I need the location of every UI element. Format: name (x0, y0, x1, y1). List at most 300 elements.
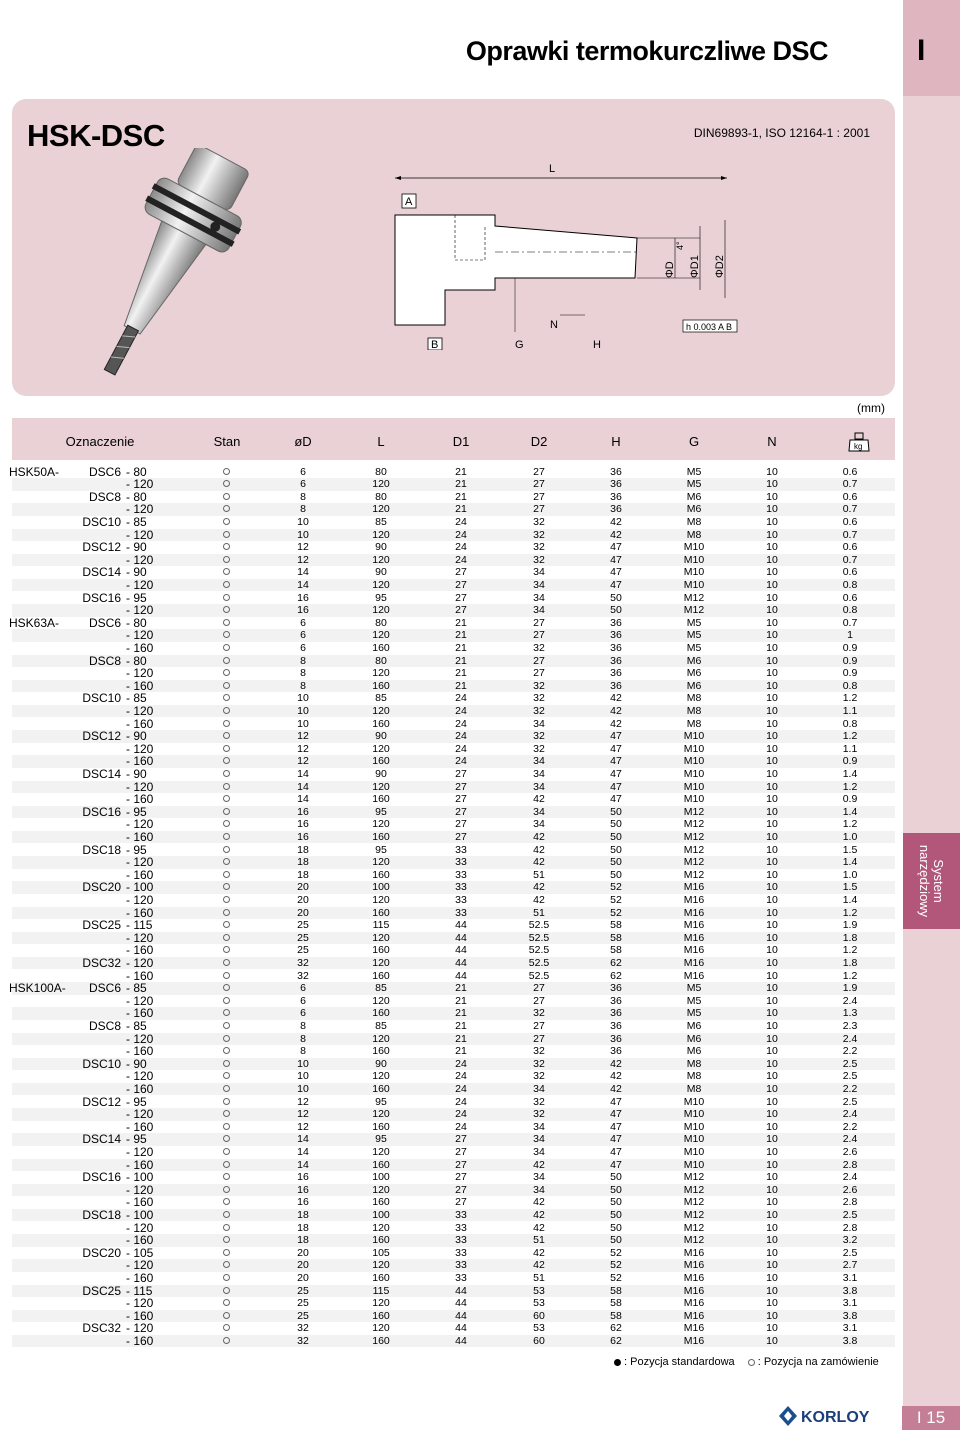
order-ring-icon (223, 468, 230, 475)
value-cell: 120 (372, 667, 390, 680)
series-cell: DSC12 (82, 729, 121, 744)
value-cell: 10 (766, 881, 778, 894)
table-row (12, 503, 895, 516)
value-cell: 10 (297, 528, 309, 541)
value-cell: 42 (533, 856, 545, 869)
value-cell: 51 (533, 1271, 545, 1284)
value-cell: 32 (533, 1070, 545, 1083)
col-d: øD (294, 434, 312, 449)
value-cell: 44 (455, 1334, 467, 1347)
value-cell: M10 (683, 1133, 705, 1146)
table-row (12, 957, 895, 970)
value-cell: 36 (610, 490, 622, 503)
value-cell: 10 (766, 478, 778, 491)
length-code-cell: - 120 (126, 1069, 154, 1084)
page-number: I 15 (902, 1406, 960, 1430)
value-cell: 27 (533, 994, 545, 1007)
value-cell: 0.8 (842, 578, 858, 591)
value-cell: M6 (686, 503, 702, 516)
value-cell: M8 (686, 692, 702, 705)
product-title: HSK-DSC (27, 118, 165, 153)
value-cell: 2.4 (842, 994, 858, 1007)
value-cell: M5 (686, 994, 702, 1007)
order-ring-icon (223, 1072, 230, 1079)
value-cell: 36 (610, 667, 622, 680)
value-cell: 27 (455, 767, 467, 780)
length-code-cell: - 90 (126, 565, 147, 580)
value-cell: 34 (533, 767, 545, 780)
value-cell: 10 (766, 1171, 778, 1184)
value-cell: 1.2 (842, 944, 858, 957)
value-cell: 10 (766, 893, 778, 906)
value-cell: 120 (372, 503, 390, 516)
series-cell: DSC20 (82, 1245, 121, 1260)
length-code-cell: - 120 (126, 892, 154, 907)
value-cell: 18 (297, 856, 309, 869)
value-cell: 52 (610, 1246, 622, 1259)
order-ring-icon (223, 846, 230, 853)
value-cell: 14 (297, 566, 309, 579)
value-cell: M16 (683, 1334, 705, 1347)
value-cell: 1.3 (842, 1007, 858, 1020)
value-cell: 10 (766, 1070, 778, 1083)
value-cell: 160 (372, 1309, 390, 1322)
value-cell: M16 (683, 956, 705, 969)
value-cell: 32 (297, 969, 309, 982)
length-code-cell: - 160 (126, 1157, 154, 1172)
length-code-cell: - 120 (126, 930, 154, 945)
length-code-cell: - 120 (126, 666, 154, 681)
value-cell: M12 (683, 1183, 705, 1196)
value-cell: 32 (533, 1095, 545, 1108)
value-cell: 16 (297, 604, 309, 617)
value-cell: 120 (372, 856, 390, 869)
value-cell: 20 (297, 906, 309, 919)
value-cell: 10 (766, 931, 778, 944)
order-ring-icon (223, 518, 230, 525)
value-cell: 58 (610, 1297, 622, 1310)
value-cell: M10 (683, 767, 705, 780)
value-cell: 10 (766, 1045, 778, 1058)
length-code-cell: - 100 (126, 1207, 154, 1222)
value-cell: 1.2 (842, 906, 858, 919)
value-cell: M16 (683, 893, 705, 906)
korloy-logo (778, 1405, 893, 1427)
length-code-cell: - 160 (126, 1270, 154, 1285)
value-cell: 21 (455, 667, 467, 680)
value-cell: 24 (455, 742, 467, 755)
value-cell: 105 (372, 1246, 390, 1259)
value-cell: 62 (610, 1322, 622, 1335)
length-code-cell: - 90 (126, 540, 147, 555)
value-cell: M5 (686, 478, 702, 491)
order-ring-icon (223, 1173, 230, 1180)
value-cell: 47 (610, 780, 622, 793)
value-cell: 50 (610, 805, 622, 818)
value-cell: 115 (372, 1284, 390, 1297)
table-row (12, 894, 895, 907)
table-row (12, 755, 895, 768)
length-code-cell: - 160 (126, 968, 154, 983)
value-cell: 52 (610, 1271, 622, 1284)
value-cell: 36 (610, 1032, 622, 1045)
value-cell: 42 (533, 1259, 545, 1272)
value-cell: 10 (766, 982, 778, 995)
value-cell: 85 (375, 515, 387, 528)
value-cell: M10 (683, 578, 705, 591)
value-cell: 44 (455, 969, 467, 982)
value-cell: 21 (455, 490, 467, 503)
standard-dot-icon (614, 1359, 621, 1366)
table-row (12, 1108, 895, 1121)
value-cell: 1.4 (842, 856, 858, 869)
value-cell: M12 (683, 604, 705, 617)
value-cell: M10 (683, 541, 705, 554)
series-cell: DSC18 (82, 842, 121, 857)
value-cell: 52 (610, 1259, 622, 1272)
value-cell: 1.2 (842, 730, 858, 743)
series-cell: DSC14 (82, 1132, 121, 1147)
value-cell: 95 (375, 1133, 387, 1146)
value-cell: 32 (297, 1322, 309, 1335)
value-cell: 8 (300, 490, 306, 503)
table-row (12, 1045, 895, 1058)
value-cell: 44 (455, 1297, 467, 1310)
order-ring-icon (223, 669, 230, 676)
value-cell: 36 (610, 616, 622, 629)
value-cell: M8 (686, 717, 702, 730)
series-cell: DSC16 (82, 804, 121, 819)
value-cell: 62 (610, 1334, 622, 1347)
value-cell: 27 (455, 830, 467, 843)
value-cell: 10 (766, 1183, 778, 1196)
value-cell: 120 (372, 956, 390, 969)
value-cell: 10 (766, 465, 778, 478)
value-cell: 120 (372, 1108, 390, 1121)
value-cell: 34 (533, 1183, 545, 1196)
value-cell: 120 (372, 1032, 390, 1045)
value-cell: 1.1 (842, 742, 858, 755)
order-ring-icon (223, 1047, 230, 1054)
order-ring-icon (223, 858, 230, 865)
value-cell: 42 (610, 1057, 622, 1070)
value-cell: 10 (297, 704, 309, 717)
value-cell: 18 (297, 1221, 309, 1234)
value-cell: 21 (455, 1032, 467, 1045)
value-cell: 120 (372, 1183, 390, 1196)
value-cell: 47 (610, 578, 622, 591)
value-cell: 24 (455, 717, 467, 730)
value-cell: 32 (533, 541, 545, 554)
value-cell: 24 (455, 528, 467, 541)
value-cell: 10 (766, 730, 778, 743)
table-row (12, 1297, 895, 1310)
table-row (12, 1146, 895, 1159)
length-code-cell: - 120 (126, 1258, 154, 1273)
value-cell: 120 (372, 780, 390, 793)
table-row (12, 1007, 895, 1020)
value-cell: 2.5 (842, 1095, 858, 1108)
length-code-cell: - 85 (126, 1018, 147, 1033)
series-cell: DSC10 (82, 1056, 121, 1071)
value-cell: 47 (610, 553, 622, 566)
side-strip (903, 0, 960, 1430)
value-cell: 32 (533, 1057, 545, 1070)
length-code-cell: - 120 (126, 741, 154, 756)
value-cell: 50 (610, 1171, 622, 1184)
value-cell: 10 (766, 1246, 778, 1259)
col-g: G (688, 434, 700, 449)
value-cell: 0.8 (842, 679, 858, 692)
value-cell: 160 (372, 1196, 390, 1209)
value-cell: 10 (766, 956, 778, 969)
length-code-cell: - 160 (126, 640, 154, 655)
table-row (12, 730, 895, 743)
value-cell: 10 (766, 1309, 778, 1322)
value-cell: 25 (297, 1284, 309, 1297)
legend-on-order: : Pozycja na zamówienie (757, 1356, 879, 1368)
length-code-cell: - 160 (126, 1044, 154, 1059)
table-row (12, 642, 895, 655)
value-cell: 32 (533, 1108, 545, 1121)
order-ring-icon (223, 833, 230, 840)
value-cell: 90 (375, 730, 387, 743)
length-code-cell: - 120 (126, 603, 154, 618)
value-cell: 53 (533, 1284, 545, 1297)
value-cell: 0.7 (842, 528, 858, 541)
length-code-cell: - 160 (126, 1333, 154, 1348)
length-code-cell: - 95 (126, 1132, 147, 1147)
length-code-cell: - 160 (126, 905, 154, 920)
order-ring-icon (223, 1224, 230, 1231)
svg-text:N: N (550, 319, 558, 331)
weight-kg-icon (847, 432, 871, 452)
value-cell: 100 (372, 1208, 390, 1221)
value-cell: 10 (766, 1108, 778, 1121)
value-cell: 2.5 (842, 1208, 858, 1221)
order-ring-icon (223, 997, 230, 1004)
value-cell: 10 (297, 1070, 309, 1083)
value-cell: 32 (533, 641, 545, 654)
value-cell: 160 (372, 1334, 390, 1347)
value-cell: 24 (455, 515, 467, 528)
value-cell: 10 (297, 1057, 309, 1070)
value-cell: 100 (372, 881, 390, 894)
value-cell: 47 (610, 767, 622, 780)
order-ring-icon (223, 631, 230, 638)
series-cell: DSC8 (88, 653, 121, 668)
order-ring-icon (223, 1198, 230, 1205)
value-cell: 34 (533, 805, 545, 818)
value-cell: M10 (683, 742, 705, 755)
col-l: L (377, 434, 385, 449)
holder-type-cell: HSK50A- (9, 464, 60, 479)
value-cell: 27 (533, 616, 545, 629)
value-cell: 24 (455, 553, 467, 566)
value-cell: 6 (300, 478, 306, 491)
table-row (12, 478, 895, 491)
value-cell: M10 (683, 1145, 705, 1158)
value-cell: 10 (766, 490, 778, 503)
value-cell: 47 (610, 742, 622, 755)
value-cell: M10 (683, 1095, 705, 1108)
table-row (12, 768, 895, 781)
series-cell: DSC6 (88, 981, 121, 996)
value-cell: M5 (686, 465, 702, 478)
length-code-cell: - 105 (126, 1245, 154, 1260)
table-row (12, 919, 895, 932)
table-row (12, 1209, 895, 1222)
value-cell: 27 (455, 1145, 467, 1158)
value-cell: 3.8 (842, 1309, 858, 1322)
order-ring-icon (223, 959, 230, 966)
order-ring-icon (223, 757, 230, 764)
value-cell: 24 (455, 704, 467, 717)
order-ring-icon (223, 1261, 230, 1268)
value-cell: 52 (610, 893, 622, 906)
tool-holder-image (70, 148, 270, 388)
value-cell: M10 (683, 780, 705, 793)
value-cell: 33 (455, 856, 467, 869)
value-cell: 14 (297, 1133, 309, 1146)
length-code-cell: - 120 (126, 527, 154, 542)
value-cell: 18 (297, 868, 309, 881)
value-cell: 36 (610, 641, 622, 654)
value-cell: 36 (610, 465, 622, 478)
order-ring-icon (223, 543, 230, 550)
value-cell: 0.9 (842, 667, 858, 680)
value-cell: 33 (455, 1208, 467, 1221)
series-cell: DSC8 (88, 489, 121, 504)
svg-text:B: B (431, 339, 439, 350)
table-row (12, 1083, 895, 1096)
order-ring-icon (223, 1148, 230, 1155)
table-row (12, 579, 895, 592)
value-cell: 62 (610, 956, 622, 969)
value-cell: 24 (455, 755, 467, 768)
value-cell: M16 (683, 1246, 705, 1259)
value-cell: 52.5 (528, 969, 550, 982)
value-cell: 33 (455, 1234, 467, 1247)
order-ring-icon (223, 820, 230, 827)
order-ring-icon (223, 745, 230, 752)
value-cell: 0.6 (842, 465, 858, 478)
value-cell: 10 (766, 1095, 778, 1108)
length-code-cell: - 85 (126, 691, 147, 706)
value-cell: 2.7 (842, 1259, 858, 1272)
length-code-cell: - 120 (126, 1107, 154, 1122)
value-cell: 34 (533, 1145, 545, 1158)
value-cell: 8 (300, 654, 306, 667)
order-ring-icon (223, 568, 230, 575)
length-code-cell: - 160 (126, 754, 154, 769)
order-ring-icon (223, 1110, 230, 1117)
length-code-cell: - 120 (126, 703, 154, 718)
value-cell: M8 (686, 1057, 702, 1070)
order-ring-icon (223, 1324, 230, 1331)
value-cell: 62 (610, 969, 622, 982)
value-cell: 80 (375, 465, 387, 478)
value-cell: 21 (455, 503, 467, 516)
value-cell: 90 (375, 767, 387, 780)
value-cell: 10 (766, 1196, 778, 1209)
value-cell: 27 (533, 654, 545, 667)
value-cell: 47 (610, 793, 622, 806)
value-cell: 10 (766, 969, 778, 982)
value-cell: 160 (372, 969, 390, 982)
series-cell: DSC12 (82, 1094, 121, 1109)
value-cell: 8 (300, 679, 306, 692)
value-cell: 27 (455, 780, 467, 793)
value-cell: 53 (533, 1322, 545, 1335)
value-cell: 47 (610, 1145, 622, 1158)
value-cell: 27 (533, 1032, 545, 1045)
value-cell: 80 (375, 616, 387, 629)
value-cell: 100 (372, 1171, 390, 1184)
length-code-cell: - 120 (126, 628, 154, 643)
order-ring-icon (223, 1022, 230, 1029)
value-cell: 1 (847, 629, 853, 642)
value-cell: 50 (610, 868, 622, 881)
value-cell: 85 (375, 1019, 387, 1032)
value-cell: 12 (297, 1108, 309, 1121)
svg-text:h 0.003 A B: h 0.003 A B (686, 322, 733, 332)
value-cell: M12 (683, 868, 705, 881)
value-cell: 10 (297, 515, 309, 528)
value-cell: 10 (766, 1334, 778, 1347)
value-cell: 8 (300, 1019, 306, 1032)
value-cell: M12 (683, 843, 705, 856)
value-cell: M12 (683, 1208, 705, 1221)
value-cell: 10 (766, 591, 778, 604)
value-cell: 18 (297, 1208, 309, 1221)
value-cell: 27 (533, 629, 545, 642)
value-cell: 21 (455, 641, 467, 654)
value-cell: 10 (766, 704, 778, 717)
value-cell: 32 (533, 515, 545, 528)
value-cell: 24 (455, 1070, 467, 1083)
value-cell: 160 (372, 1082, 390, 1095)
value-cell: 12 (297, 541, 309, 554)
value-cell: 1.0 (842, 830, 858, 843)
value-cell: 52 (610, 881, 622, 894)
value-cell: 47 (610, 541, 622, 554)
value-cell: 25 (297, 931, 309, 944)
value-cell: 120 (372, 1297, 390, 1310)
value-cell: 47 (610, 1133, 622, 1146)
order-ring-icon (223, 883, 230, 890)
value-cell: 6 (300, 465, 306, 478)
value-cell: 2.5 (842, 1246, 858, 1259)
value-cell: 58 (610, 919, 622, 932)
order-ring-icon (223, 1035, 230, 1042)
value-cell: M6 (686, 1032, 702, 1045)
length-code-cell: - 120 (126, 1182, 154, 1197)
svg-text:ΦD2: ΦD2 (714, 255, 726, 278)
length-code-cell: - 115 (126, 1283, 153, 1298)
value-cell: 33 (455, 1259, 467, 1272)
col-d1: D1 (452, 434, 470, 449)
table-row (12, 1272, 895, 1285)
value-cell: 10 (766, 692, 778, 705)
value-cell: 160 (372, 1045, 390, 1058)
value-cell: 95 (375, 843, 387, 856)
value-cell: 160 (372, 944, 390, 957)
value-cell: 32 (533, 704, 545, 717)
value-cell: 90 (375, 1057, 387, 1070)
value-cell: 14 (297, 780, 309, 793)
order-ring-icon (223, 1211, 230, 1218)
